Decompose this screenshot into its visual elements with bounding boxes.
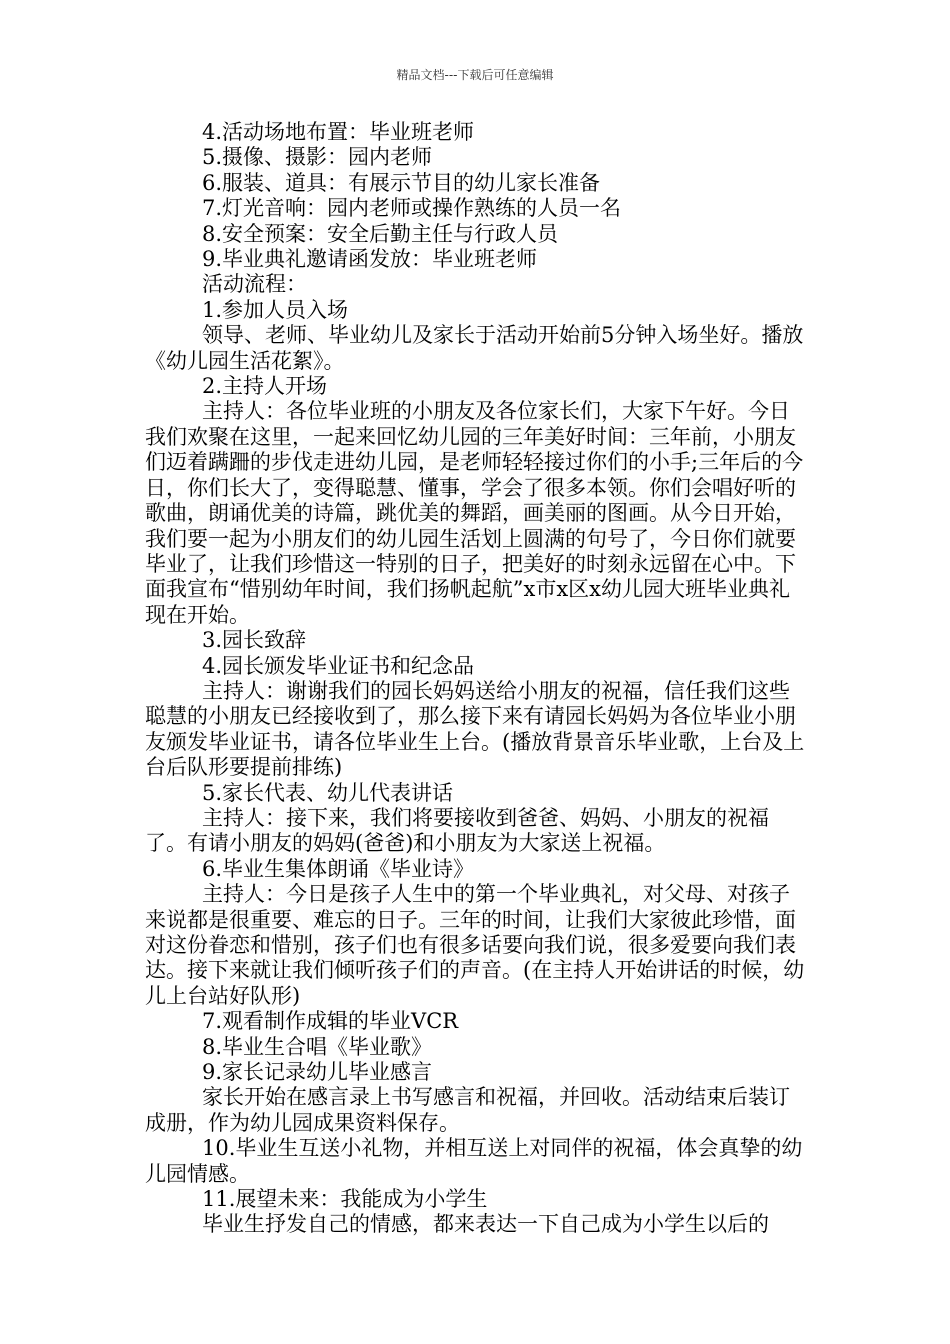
- paragraph: 家长开始在感言录上书写感言和祝福，并回收。活动结束后装订成册，作为幼儿园成果资料保存。: [145, 1085, 790, 1135]
- paragraph: 8.安全预案：安全后勤主任与行政人员: [202, 221, 559, 246]
- paragraph: 3.园长致辞: [202, 628, 307, 653]
- paragraph: 9.家长记录幼儿毕业感言: [202, 1060, 433, 1085]
- paragraph: 11.展望未来：我能成为小学生: [202, 1187, 488, 1212]
- paragraph: 6.服装、道具：有展示节目的幼儿家长准备: [202, 170, 601, 195]
- paragraph: 2.主持人开场: [202, 374, 328, 399]
- paragraph: 主持人：今日是孩子人生中的第一个毕业典礼，对父母、对孩子来说都是很重要、难忘的日子。三年的时间，让我们大家彼此珍惜，面对这份眷恋和惜别，孩子们也有很多话要向我们说，很多爱要向我们表达。接下来就让我们倾听孩子们的声音。(在主持人开始讲话的时候，幼儿上台站好队形): [145, 882, 805, 1008]
- paragraph: 5.摄像、摄影：园内老师: [202, 145, 433, 170]
- page-header: 精品文档---下载后可任意编辑: [396, 68, 554, 82]
- paragraph: 活动流程：: [202, 272, 307, 297]
- paragraph: 10.毕业生互送小礼物，并相互送上对同伴的祝福，体会真挚的幼儿园情感。: [145, 1136, 803, 1186]
- paragraph: 4.园长颁发毕业证书和纪念品: [202, 653, 475, 678]
- paragraph: 主持人：各位毕业班的小朋友及各位家长们，大家下午好。今日我们欢聚在这里，一起来回忆幼儿园的三年美好时间：三年前，小朋友们迈着蹒跚的步伐走进幼儿园，是老师轻轻接过你们的小手;三年后的今日，你们长大了，变得聪慧、懂事，学会了很多本领。你们会唱好听的歌曲，朗诵优美的诗篇，跳优美的舞蹈，画美丽的图画。从今日开始，我们要一起为小朋友们的幼儿园生活划上圆满的句号了，今日你们就要毕业了，让我们珍惜这一特别的日子，把美好的时刻永远留在心中。下面我宣布“惜别幼年时间，我们扬帆起航”x市x区x幼儿园大班毕业典礼现在开始。: [145, 399, 804, 627]
- paragraph: 4.活动场地布置：毕业班老师: [202, 120, 475, 144]
- paragraph: 毕业生抒发自己的情感，都来表达一下自己成为小学生以后的: [202, 1212, 769, 1237]
- paragraph: 领导、老师、毕业幼儿及家长于活动开始前5分钟入场坐好。播放《幼儿园生活花絮》。: [145, 323, 804, 373]
- paragraph: 主持人：谢谢我们的园长妈妈送给小朋友的祝福，信任我们这些聪慧的小朋友已经接收到了，那么接下来有请园长妈妈为各位毕业小朋友颁发毕业证书，请各位毕业生上台。(播放背景音乐毕业歌，上台及上台后队形要提前排练): [145, 678, 805, 780]
- paragraph: 1.参加人员入场: [202, 297, 349, 322]
- paragraph: 9.毕业典礼邀请函发放：毕业班老师: [202, 247, 538, 272]
- paragraph: 主持人：接下来，我们将要接收到爸爸、妈妈、小朋友的祝福了。有请小朋友的妈妈(爸爸)和小朋友为大家送上祝福。: [145, 805, 769, 856]
- document-body: [145, 120, 807, 1238]
- paragraph: 8.毕业生合唱《毕业歌》: [202, 1034, 433, 1059]
- paragraph: 7.观看制作成辑的毕业VCR: [202, 1009, 459, 1034]
- paragraph: 6.毕业生集体朗诵《毕业诗》: [202, 856, 475, 881]
- paragraph: 7.灯光音响：园内老师或操作熟练的人员一名: [202, 196, 622, 221]
- paragraph: 5.家长代表、幼儿代表讲话: [202, 780, 454, 805]
